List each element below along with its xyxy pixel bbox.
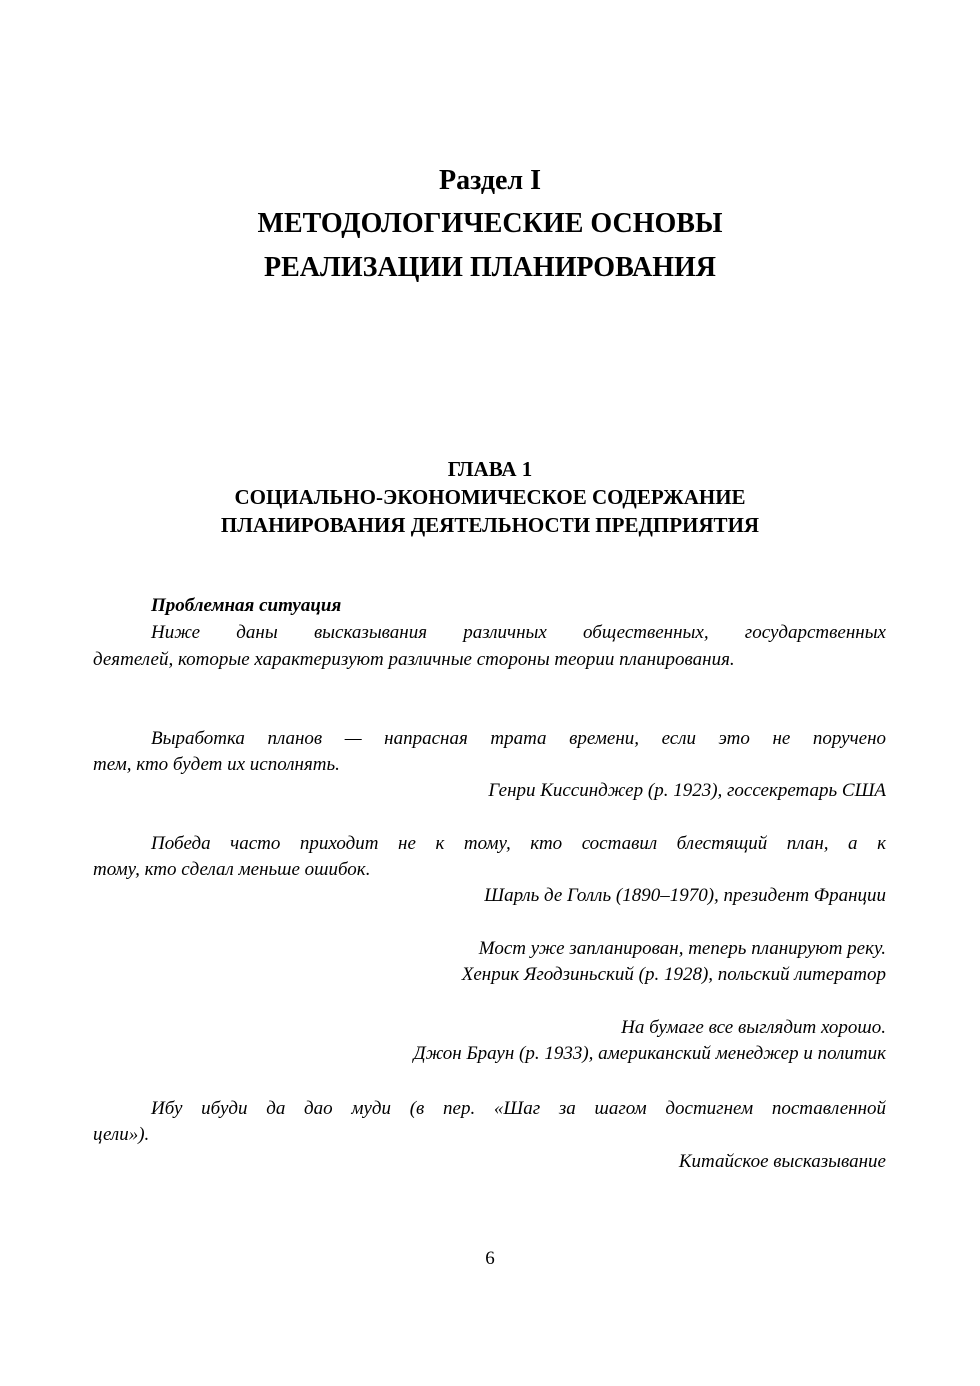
quote-4-text: На бумаге все выглядит хорошо. <box>621 1017 886 1038</box>
problem-heading: Проблемная ситуация <box>151 595 342 616</box>
section-title-line-1: МЕТОДОЛОГИЧЕСКИЕ ОСНОВЫ <box>257 208 723 239</box>
quote-2-line-2: тому, кто сделал меньше ошибок. <box>93 859 371 880</box>
page-number: 6 <box>485 1248 495 1269</box>
quote-5-line-1: Ибу ибуди да дао муди (в пер. «Шаг за шагом достигнем поставленной <box>151 1098 886 1119</box>
chapter-label: ГЛАВА 1 <box>447 457 533 481</box>
quote-1-author: Генри Киссинджер (р. 1923), госсекретарь США <box>488 780 886 801</box>
quote-1-line-2: тем, кто будет их исполнять. <box>93 754 340 775</box>
quote-2-line-1: Победа часто приходит не к тому, кто составил блестящий план, а к <box>151 833 886 854</box>
quote-4-author: Джон Браун (р. 1933), американский менеджер и политик <box>413 1043 886 1064</box>
problem-text-line-2: деятелей, которые характеризуют различные стороны теории планирования. <box>93 649 735 670</box>
quote-3-text: Мост уже запланирован, теперь планируют реку. <box>478 938 886 959</box>
chapter-title-line-2: ПЛАНИРОВАНИЯ ДЕЯТЕЛЬНОСТИ ПРЕДПРИЯТИЯ <box>220 513 760 537</box>
problem-text-line-1: Ниже даны высказывания различных общественных, государственных <box>151 622 886 643</box>
section-title-line-2: РЕАЛИЗАЦИИ ПЛАНИРОВАНИЯ <box>263 252 717 283</box>
chapter-title-line-1: СОЦИАЛЬНО-ЭКОНОМИЧЕСКОЕ СОДЕРЖАНИЕ <box>234 485 746 509</box>
quote-1-line-1: Выработка планов — напрасная трата времени, если это не поручено <box>151 728 886 749</box>
quote-5-author: Китайское высказывание <box>678 1151 886 1172</box>
quote-5-line-2: цели»). <box>93 1124 150 1145</box>
quote-2-author: Шарль де Голль (1890–1970), президент Франции <box>484 885 886 906</box>
section-label: Раздел I <box>438 165 542 196</box>
quote-3-author: Хенрик Ягодзиньский (р. 1928), польский литератор <box>461 964 886 985</box>
